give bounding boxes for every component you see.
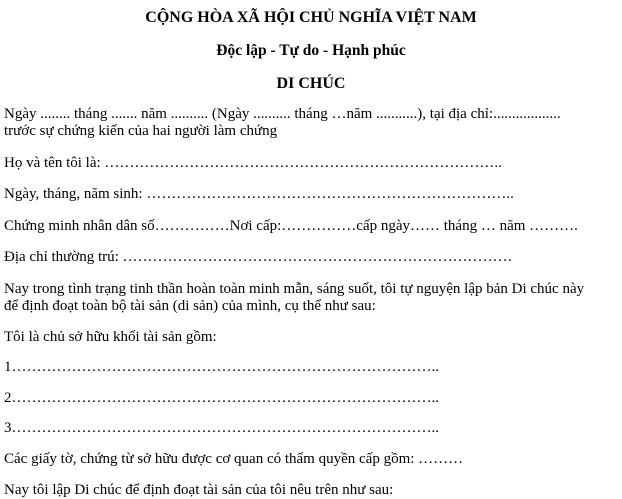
permanent-address-line: Địa chỉ thường trú: ……………………………………………………………………	[4, 249, 513, 265]
statement-line-1: Nay trong tình trạng tinh thần hoàn toàn minh mẫn, sáng suốt, tôi tự nguyện lập bản Di chúc này	[4, 281, 585, 297]
document-title: DI CHÚC	[276, 75, 346, 92]
date-of-birth-line: Ngày, tháng, năm sinh: ………………………………………………………………..	[4, 186, 514, 202]
asset-item-1: 1…………………………………………………………………………..	[4, 359, 439, 375]
asset-item-2: 2…………………………………………………………………………..	[4, 390, 439, 406]
id-card-line: Chứng minh nhân dân số……………Nơi cấp:……………cấp ngày…… tháng … năm ……….	[4, 218, 578, 234]
full-name-line: Họ và tên tôi là: ……………………………………………………………………..	[4, 155, 502, 171]
witness-line: trước sự chứng kiến của hai người làm chứng	[4, 123, 278, 139]
motto-heading: Độc lập - Tự do - Hạnh phúc	[216, 42, 406, 59]
country-heading: CỘNG HÒA XÃ HỘI CHỦ NGHĨA VIỆT NAM	[145, 9, 477, 26]
ownership-documents-line: Các giấy tờ, chứng từ sở hữu được cơ quan có thẩm quyền cấp gồm: ………	[4, 451, 464, 467]
statement-line-2: để định đoạt toàn bộ tài sản (di sản) của mình, cụ thể như sau:	[4, 298, 376, 314]
date-location-line: Ngày ........ tháng ....... năm .......... (Ngày .......... tháng …năm ...........), tại địa chỉ:..................	[4, 106, 561, 122]
asset-owner-line: Tôi là chủ sở hữu khối tài sản gồm:	[4, 329, 217, 345]
will-disposition-line: Nay tôi lập Di chúc để định đoạt tài sản của tôi nêu trên như sau:	[4, 482, 394, 498]
asset-item-3: 3…………………………………………………………………………..	[4, 420, 439, 436]
